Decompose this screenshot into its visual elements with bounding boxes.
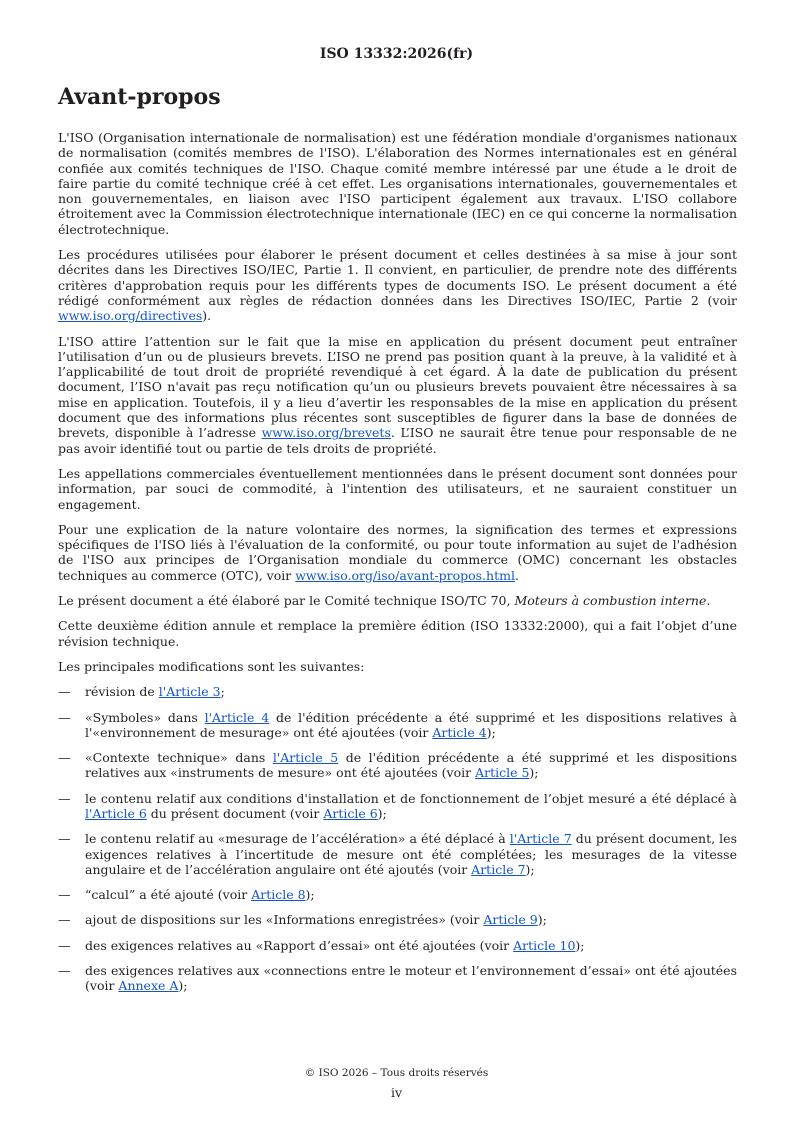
article-link[interactable]: Article 6 [323, 805, 378, 821]
dash-bullet: — [58, 709, 71, 725]
paragraph-patents: L'ISO attire l’attention sur le fait que la mise en application du présent document peut entraîner l’utilisation d’un ou de plusieurs brevets. L’ISO ne prend pas position quant à la preuve, à la validité et à l’applicabilité de tout droit de propriété revendiqué à cet égard. À la date de publication du présent document, l’ISO n'avait pas reçu notification qu’un ou plusieurs brevets pouvaient être nécessaires à sa mise en application. Toutefois, il y a lieu d’avertir les responsables de la mise en application du présent document que des informations plus récentes sont susceptibles de figurer dans la base de données de brevets, disponible à l’adresse www.iso.org/brevets. L’ISO ne saurait être tenue pour responsable de ne pas avoir identifié tout ou partie de tels droits de propriété. [58, 333, 737, 456]
dash-bullet: — [58, 831, 71, 847]
copyright-notice: © ISO 2026 – Tous droits réservés [304, 1067, 489, 1079]
article-link[interactable]: l'Article 6 [85, 805, 147, 821]
paragraph-edition: Cette deuxième édition annule et remplace la première édition (ISO 13332:2000), qui a fait l’objet d’une révision technique. [58, 618, 737, 649]
article-link[interactable]: l'Article 5 [272, 750, 339, 766]
list-item: — ajout de dispositions sur les «Informations enregistrées» (voir Article 9); [58, 912, 547, 928]
dash-bullet: — [58, 750, 71, 766]
paragraph-voluntary-nature: Pour une explication de la nature volontaire des normes, la signification des termes et expressions spécifiques de l'ISO liés à l'évaluation de la conformité, ou pour toute information au sujet de l'adhésion de l'ISO aux principes de l’Organisation mondiale du commerce (OMC) concernant les obstacles techniques au commerce (OTC), voir www.iso.org/iso/avant-propos.html. [58, 521, 737, 583]
dash-bullet: — [58, 912, 71, 928]
list-item: — le contenu relatif aux conditions d'installation et de fonctionnement de l’objet mesuré a été déplacé à l'Article 6 du présent document (voir Article 6); [58, 790, 737, 821]
list-item: — “calcul” a été ajouté (voir Article 8); [58, 887, 315, 903]
list-item: — «Contexte technique» dans l'Article 5 de l'édition précédente a été supprimé et les dispositions relatives aux «instruments de mesure» ont été ajoutées (voir Article 5); [58, 750, 738, 781]
article-link[interactable]: Article 10 [513, 937, 576, 953]
article-link[interactable]: l'Article 4 [204, 709, 270, 725]
foreword-info-link[interactable]: www.iso.org/iso/avant-propos.html [295, 567, 515, 583]
article-link[interactable]: Article 7 [471, 861, 526, 877]
foreword-body [58, 130, 737, 1004]
dash-bullet: — [58, 963, 71, 979]
dash-bullet: — [58, 684, 71, 700]
dash-bullet: — [58, 887, 71, 903]
article-link[interactable]: l'Article 7 [509, 831, 572, 847]
article-link[interactable]: Article 8 [251, 887, 306, 903]
list-item: — révision de l'Article 3; [58, 684, 225, 700]
page-title: Avant-propos [58, 84, 221, 110]
article-link[interactable]: Article 4 [432, 724, 487, 740]
article-link[interactable]: Article 5 [475, 765, 530, 781]
paragraph-trade-names: Les appellations commerciales éventuellement mentionnées dans le présent document sont données pour information, par souci de commodité, à l'intention des utilisateurs, et ne sauraient constituer un engagement. [58, 465, 737, 512]
dash-bullet: — [58, 790, 71, 806]
paragraph-iso-intro: L'ISO (Organisation internationale de normalisation) est une fédération mondiale d'organismes nationaux de normalisation (comités membres de l'ISO). L'élaboration des Normes internationales est en général confiée aux comités techniques de l'ISO. Chaque comité membre intéressé par une étude a le droit de faire partie du comité technique créé à cet effet. Les organisations internationales, gouvernementales et non gouvernementales, en liaison avec l'ISO participent également aux travaux. L'ISO collabore étroitement avec la Commission électrotechnique internationale (IEC) en ce qui concerne la normalisation électrotechnique. [58, 130, 737, 237]
patents-link[interactable]: www.iso.org/brevets [261, 425, 391, 441]
directives-link[interactable]: www.iso.org/directives [58, 308, 203, 324]
paragraph-changes-intro: Les principales modifications sont les suivantes: [58, 658, 365, 674]
article-link[interactable]: Article 9 [483, 912, 538, 928]
dash-bullet: — [58, 937, 71, 953]
list-item: — des exigences relatives aux «connections entre le moteur et l’environnement d’essai» ont été ajoutées (voir Annexe A); [58, 963, 737, 994]
changes-list [58, 684, 737, 993]
list-item: — des exigences relatives au «Rapport d’essai» ont été ajoutées (voir Article 10); [58, 937, 585, 953]
article-link[interactable]: l'Article 3 [158, 684, 221, 700]
annex-link[interactable]: Annexe A [118, 978, 179, 994]
committee-title: Moteurs à combustion interne [514, 593, 707, 609]
paragraph-committee: Le présent document a été élaboré par le Comité technique ISO/TC 70, Moteurs à combustion interne. [58, 593, 711, 609]
list-item: — le contenu relatif au «mesurage de l’accélération» a été déplacé à l'Article 7 du présent document, les exigences relatives à l’incertitude de mesure ont été complétées; les mesurages de la vitesse angulaire et de l’accélération angulaire ont été ajoutés (voir Article 7); [58, 831, 737, 877]
paragraph-procedures: Les procédures utilisées pour élaborer le présent document et celles destinées à sa mise à jour sont décrites dans les Directives ISO/IEC, Partie 1. Il convient, en particulier, de prendre note des différents critères d'approbation requis pour les différents types de documents ISO. Le présent document a été rédigé conformément aux règles de rédaction données dans les Directives ISO/IEC, Partie 2 (voir www.iso.org/directives). [58, 247, 737, 324]
list-item: — «Symboles» dans l'Article 4 de l'édition précédente a été supprimé et les dispositions relatives à l'«environnement de mesurage» ont été ajoutées (voir Article 4); [58, 709, 737, 740]
document-header: ISO 13332:2026(fr) [319, 46, 474, 62]
page-number: iv [390, 1085, 403, 1100]
